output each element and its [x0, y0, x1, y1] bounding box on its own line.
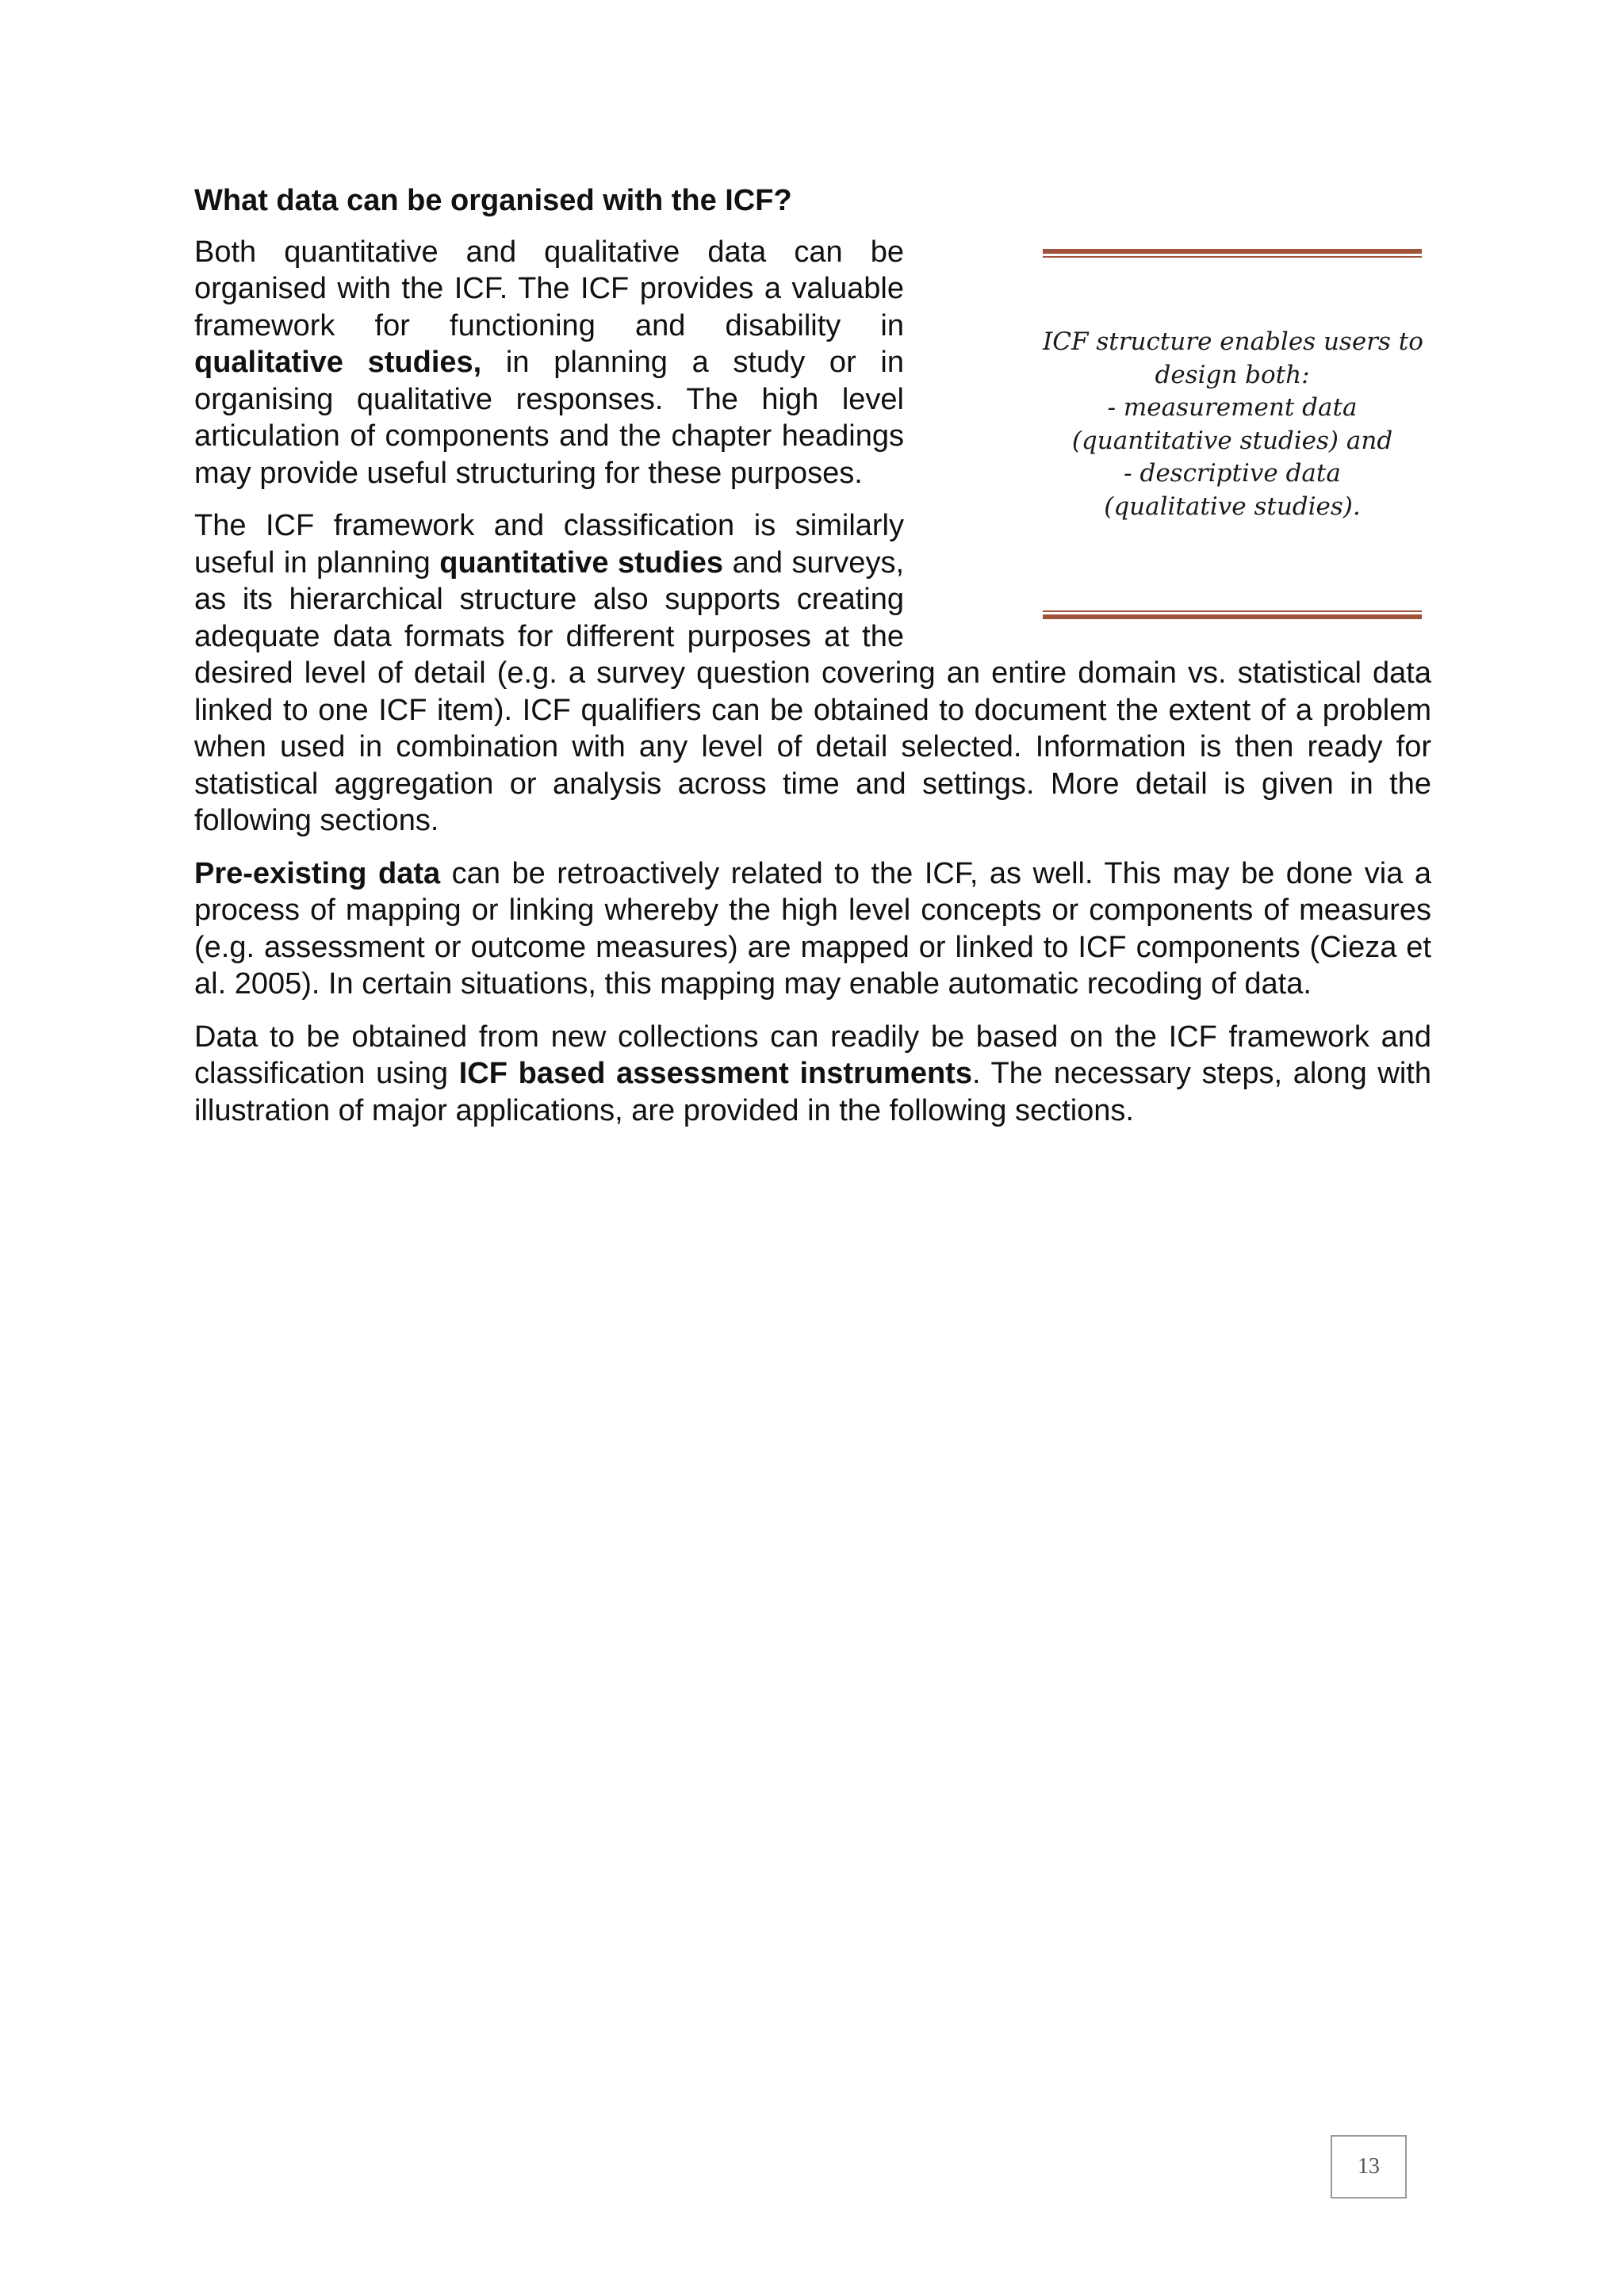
- bold-term-pre-existing: Pre-existing data: [194, 856, 441, 890]
- callout-line: design both:: [1155, 360, 1310, 389]
- paragraph-text: Data to be obtained from new collections can readily be based on the ICF framework and classification using: [194, 1020, 1431, 1090]
- callout-line: (qualitative studies).: [1104, 492, 1361, 521]
- paragraph-text: and surveys, as its hierarchical structure also supports creating adequate data formats for different purposes at the desired level of detail (e.g. a survey question covering an entire domain vs. statistical data linked to one ICF item). ICF qualifiers can be obtained to document the extent of a problem when used in combination with any level of detail selected. Information is then ready for statistical aggregation or analysis across time and settings. More detail is given in the following sections.: [194, 545, 1431, 837]
- callout-line: - descriptive data: [1124, 459, 1341, 488]
- paragraph-text: . The necessary steps, along with illustration of major applications, are provided in the following sections.: [194, 1057, 1431, 1127]
- callout-text: [1043, 326, 1422, 523]
- bold-term-instruments: ICF based assessment instruments: [458, 1057, 972, 1090]
- paragraph-text: The ICF framework and classification is similarly useful in planning: [194, 509, 904, 580]
- paragraph-text: Both quantitative and qualitative data can be organised with the ICF. The ICF provides a valuable framework for functioning and disability in: [194, 235, 904, 342]
- paragraph-pre-existing: [194, 855, 1431, 1003]
- paragraph-new-collections: [194, 1019, 1431, 1130]
- callout-line: - measurement data: [1107, 393, 1358, 422]
- callout-line: (quantitative studies) and: [1071, 426, 1393, 455]
- bold-term-quantitative: quantitative studies: [439, 545, 724, 580]
- bold-term-qualitative: qualitative studies,: [194, 346, 482, 379]
- callout-box: [1043, 249, 1422, 622]
- top-divider: [1043, 249, 1422, 258]
- bottom-divider: [1043, 610, 1422, 619]
- page-number: 13: [1331, 2135, 1407, 2198]
- paragraph-text: can be retroactively related to the ICF, as well. This may be done via a process of mapping or linking whereby the high level concepts or components of measures (e.g. assessment or outcome measures) are mapped or linked to ICF components (Cieza et al. 2005). In certain situations, this mapping may enable automatic recoding of data.: [194, 856, 1432, 1001]
- callout-line: ICF structure enables users to: [1043, 327, 1423, 356]
- paragraph-text: in planning a study or in organising qualitative responses. The high level articulation of components and the chapter headings may provide useful structuring for these purposes.: [194, 346, 904, 490]
- section-heading: What data can be organised with the ICF?: [194, 184, 792, 217]
